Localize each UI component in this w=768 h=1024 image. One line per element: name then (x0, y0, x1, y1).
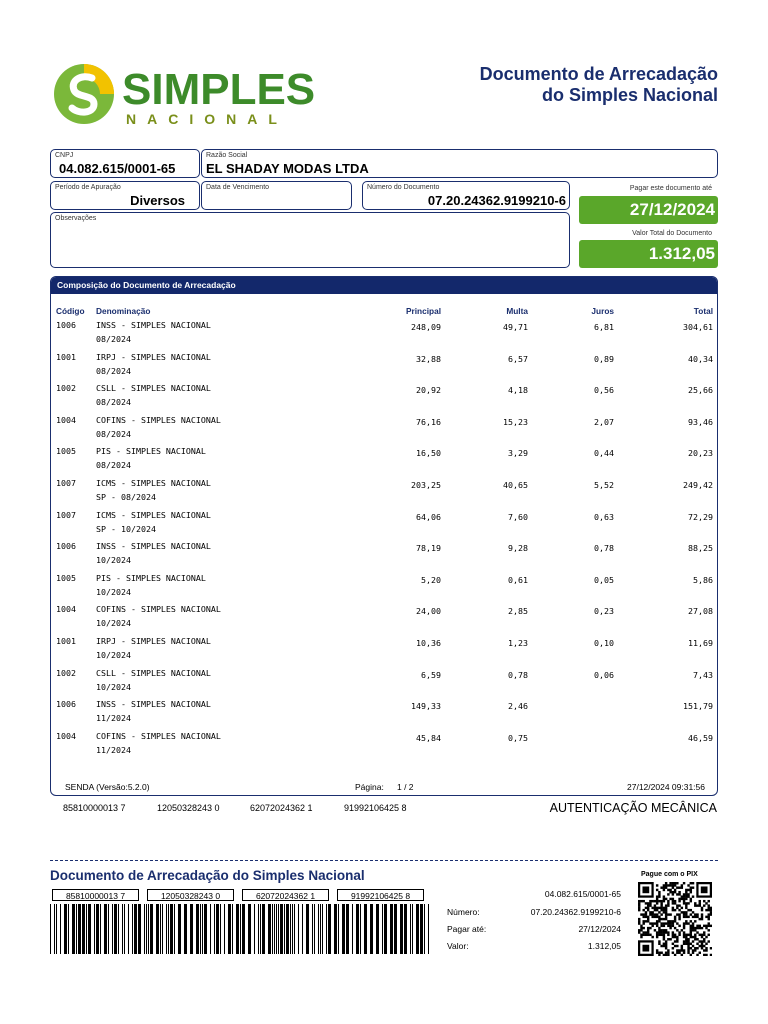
row-codigo: 1006 (56, 320, 76, 330)
row-denominacao-period: 11/2024 (96, 713, 131, 723)
row-denominacao-period: 10/2024 (96, 555, 131, 565)
row-juros: 0,44 (594, 448, 614, 458)
row-principal: 78,19 (416, 543, 441, 553)
row-total: 11,69 (688, 638, 713, 648)
row-codigo: 1001 (56, 636, 76, 646)
barcode-number-2: 12050328243 0 (157, 803, 220, 813)
row-codigo: 1006 (56, 541, 76, 551)
row-denominacao: PIS - SIMPLES NACIONAL (96, 573, 206, 583)
row-juros: 0,89 (594, 354, 614, 364)
row-denominacao: COFINS - SIMPLES NACIONAL (96, 415, 221, 425)
valor-label: Valor Total do Documento (632, 230, 712, 237)
cut-line (50, 860, 718, 861)
row-juros: 0,05 (594, 575, 614, 585)
row-principal: 64,06 (416, 512, 441, 522)
row-denominacao: COFINS - SIMPLES NACIONAL (96, 731, 221, 741)
row-denominacao: ICMS - SIMPLES NACIONAL (96, 510, 211, 520)
row-juros: 6,81 (594, 322, 614, 332)
row-principal: 45,84 (416, 733, 441, 743)
row-denominacao-period: 08/2024 (96, 429, 131, 439)
header-total: Total (693, 306, 713, 316)
row-denominacao: INSS - SIMPLES NACIONAL (96, 320, 211, 330)
simples-logo-icon (52, 62, 116, 126)
barcode-number-4: 91992106425 8 (344, 803, 407, 813)
row-denominacao: INSS - SIMPLES NACIONAL (96, 699, 211, 709)
header-codigo: Código (56, 306, 85, 316)
senda-version: SENDA (Versão:5.2.0) (65, 782, 150, 792)
cnpj-field (50, 149, 200, 178)
row-juros: 5,52 (594, 480, 614, 490)
row-juros: 0,23 (594, 606, 614, 616)
cnpj-value: 04.082.615/0001-65 (59, 161, 176, 176)
row-multa: 15,23 (503, 417, 528, 427)
row-codigo: 1006 (56, 699, 76, 709)
row-denominacao: IRPJ - SIMPLES NACIONAL (96, 352, 211, 362)
barcode-number-3: 62072024362 1 (250, 803, 313, 813)
periodo-value: Diversos (130, 193, 185, 208)
row-multa: 0,75 (508, 733, 528, 743)
doc-title-line1: Documento de Arrecadação (479, 64, 718, 84)
row-total: 40,34 (688, 354, 713, 364)
row-principal: 32,88 (416, 354, 441, 364)
logo-word: SIMPLES (122, 65, 316, 114)
row-principal: 24,00 (416, 606, 441, 616)
header-principal: Principal (405, 306, 441, 316)
row-codigo: 1002 (56, 668, 76, 678)
row-denominacao-period: 08/2024 (96, 334, 131, 344)
numero-label: Número do Documento (367, 184, 440, 191)
simples-logo (52, 62, 316, 132)
row-codigo: 1001 (56, 352, 76, 362)
row-total: 5,86 (693, 575, 713, 585)
vencimento-label: Data de Vencimento (206, 184, 270, 191)
pix-qr-code (638, 882, 712, 956)
slip-valor-label: Valor: (447, 941, 469, 951)
row-principal: 5,20 (421, 575, 441, 585)
row-total: 249,42 (683, 480, 713, 490)
row-denominacao-period: 11/2024 (96, 745, 131, 755)
barcode-number-1: 85810000013 7 (63, 803, 126, 813)
row-principal: 6,59 (421, 670, 441, 680)
slip-cnpj: 04.082.615/0001-65 (544, 889, 621, 899)
composition-title-bar (51, 277, 717, 294)
razao-label: Razão Social (206, 152, 248, 159)
row-total: 304,61 (683, 322, 713, 332)
row-codigo: 1005 (56, 446, 76, 456)
row-codigo: 1007 (56, 478, 76, 488)
numero-field (362, 181, 570, 210)
row-codigo: 1004 (56, 604, 76, 614)
pagar-value: 27/12/2024 (579, 196, 718, 224)
row-denominacao-period: SP - 08/2024 (96, 492, 156, 502)
doc-title (480, 64, 718, 106)
row-multa: 4,18 (508, 385, 528, 395)
row-denominacao: CSLL - SIMPLES NACIONAL (96, 383, 211, 393)
row-total: 151,79 (683, 701, 713, 711)
row-denominacao: ICMS - SIMPLES NACIONAL (96, 478, 211, 488)
row-multa: 7,60 (508, 512, 528, 522)
row-denominacao-period: 08/2024 (96, 460, 131, 470)
row-multa: 6,57 (508, 354, 528, 364)
row-juros: 2,07 (594, 417, 614, 427)
row-juros: 0,56 (594, 385, 614, 395)
observacoes-field (50, 212, 570, 268)
row-multa: 49,71 (503, 322, 528, 332)
periodo-label: Período de Apuração (55, 184, 121, 191)
row-multa: 40,65 (503, 480, 528, 490)
pix-label: Pague com o PIX (641, 871, 698, 878)
row-denominacao-period: 10/2024 (96, 587, 131, 597)
barcode-image (50, 904, 432, 954)
row-codigo: 1002 (56, 383, 76, 393)
row-juros: 0,06 (594, 670, 614, 680)
vencimento-field (201, 181, 352, 210)
slip-barcode-number-4: 91992106425 8 (337, 889, 424, 901)
razao-field (201, 149, 718, 178)
slip-valor-value: 1.312,05 (587, 941, 621, 951)
slip-numero-label: Número: (447, 907, 480, 917)
row-principal: 10,36 (416, 638, 441, 648)
row-principal: 20,92 (416, 385, 441, 395)
row-denominacao: PIS - SIMPLES NACIONAL (96, 446, 206, 456)
numero-value: 07.20.24362.9199210-6 (427, 193, 566, 208)
row-principal: 248,09 (411, 322, 441, 332)
row-denominacao-period: SP - 10/2024 (96, 524, 156, 534)
row-multa: 2,46 (508, 701, 528, 711)
row-total: 25,66 (688, 385, 713, 395)
slip-barcode-number-2: 12050328243 0 (147, 889, 234, 901)
row-denominacao: CSLL - SIMPLES NACIONAL (96, 668, 211, 678)
row-multa: 3,29 (508, 448, 528, 458)
periodo-field (50, 181, 200, 210)
row-total: 46,59 (688, 733, 713, 743)
row-multa: 2,85 (508, 606, 528, 616)
row-total: 20,23 (688, 448, 713, 458)
row-juros: 0,10 (594, 638, 614, 648)
pagina-value: 1 / 2 (397, 782, 414, 792)
row-denominacao-period: 10/2024 (96, 618, 131, 628)
row-total: 88,25 (688, 543, 713, 553)
composition-title: Composição do Documento de Arrecadação (57, 280, 236, 290)
row-total: 7,43 (693, 670, 713, 680)
row-codigo: 1004 (56, 731, 76, 741)
row-principal: 16,50 (416, 448, 441, 458)
logo-subword: NACIONAL (126, 111, 288, 127)
header-denominacao: Denominação (96, 306, 151, 316)
autenticacao-mecanica: AUTENTICAÇÃO MECÂNICA (549, 801, 717, 815)
header-juros: Juros (591, 306, 614, 316)
slip-pagar-value: 27/12/2024 (578, 924, 621, 934)
row-multa: 0,61 (508, 575, 528, 585)
row-denominacao-period: 10/2024 (96, 650, 131, 660)
doc-title-line2: do Simples Nacional (541, 85, 718, 105)
observacoes-label: Observações (55, 215, 97, 222)
slip-title: Documento de Arrecadação do Simples Nacional (50, 868, 365, 883)
slip-barcode-number-3: 62072024362 1 (242, 889, 329, 901)
row-juros: 0,78 (594, 543, 614, 553)
header-multa: Multa (506, 306, 528, 316)
row-multa: 1,23 (508, 638, 528, 648)
row-denominacao: COFINS - SIMPLES NACIONAL (96, 604, 221, 614)
row-denominacao-period: 08/2024 (96, 366, 131, 376)
slip-pagar-label: Pagar até: (447, 924, 487, 934)
razao-value: EL SHADAY MODAS LTDA (206, 161, 369, 176)
row-multa: 9,28 (508, 543, 528, 553)
print-datetime: 27/12/2024 09:31:56 (627, 782, 705, 792)
row-denominacao: IRPJ - SIMPLES NACIONAL (96, 636, 211, 646)
row-denominacao: INSS - SIMPLES NACIONAL (96, 541, 211, 551)
row-total: 27,08 (688, 606, 713, 616)
row-codigo: 1004 (56, 415, 76, 425)
slip-barcode-number-1: 85810000013 7 (52, 889, 139, 901)
row-multa: 0,78 (508, 670, 528, 680)
cnpj-label: CNPJ (55, 152, 74, 159)
row-principal: 203,25 (411, 480, 441, 490)
row-codigo: 1007 (56, 510, 76, 520)
row-juros: 0,63 (594, 512, 614, 522)
row-principal: 149,33 (411, 701, 441, 711)
slip-numero-value: 07.20.24362.9199210-6 (530, 907, 621, 917)
row-total: 93,46 (688, 417, 713, 427)
pagar-label: Pagar este documento até (629, 185, 712, 192)
row-codigo: 1005 (56, 573, 76, 583)
pagina-label: Página: (355, 782, 384, 792)
row-denominacao-period: 08/2024 (96, 397, 131, 407)
valor-value: 1.312,05 (579, 240, 718, 268)
row-denominacao-period: 10/2024 (96, 682, 131, 692)
row-principal: 76,16 (416, 417, 441, 427)
row-total: 72,29 (688, 512, 713, 522)
